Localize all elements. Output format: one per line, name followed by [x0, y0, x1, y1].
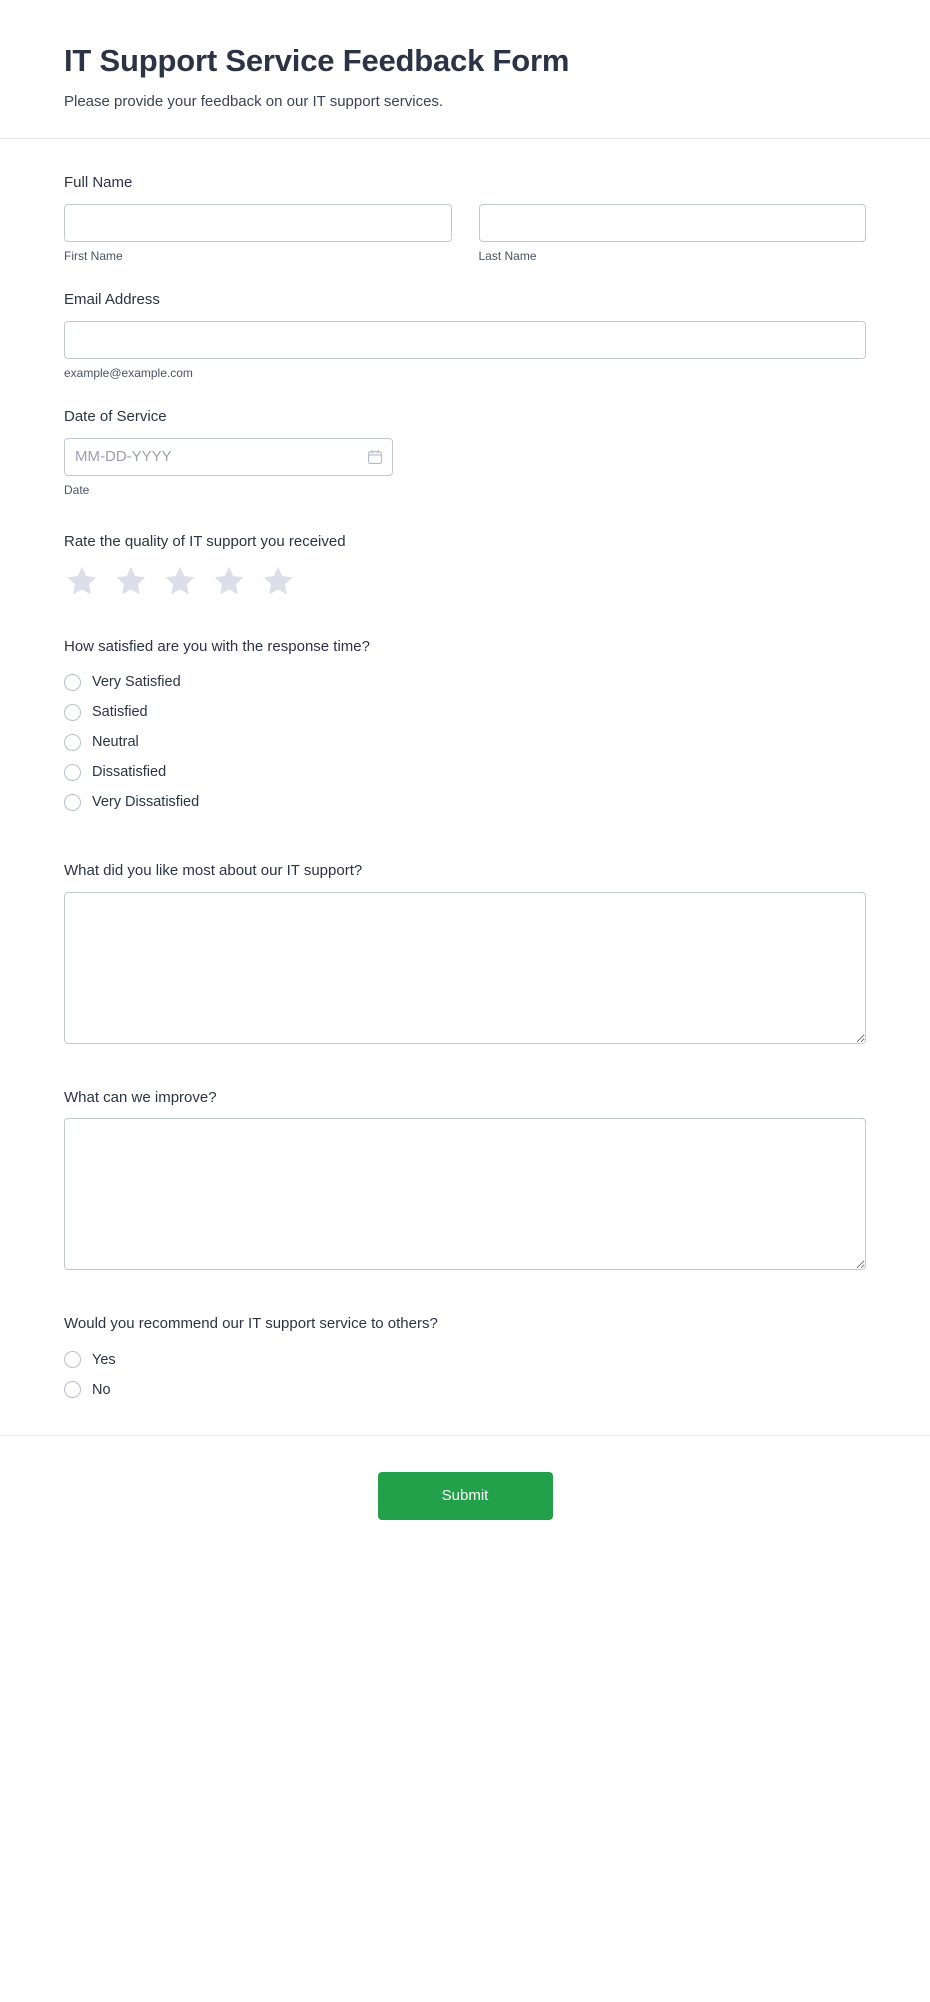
field-email: [64, 290, 866, 381]
email-input[interactable]: [64, 321, 866, 359]
first-name-column: [64, 204, 452, 265]
star-icon-5[interactable]: [260, 563, 296, 599]
field-improve: [64, 1088, 866, 1271]
improve-textarea[interactable]: [64, 1118, 866, 1270]
field-recommend: [64, 1314, 866, 1405]
date-sublabel: Date: [64, 482, 90, 497]
improve-label: What can we improve?: [64, 1088, 217, 1106]
radio-option-very-dissatisfied[interactable]: [64, 787, 866, 817]
star-icon-1[interactable]: [64, 563, 100, 599]
last-name-column: [479, 204, 867, 265]
recommend-label: Would you recommend our IT support service to others?: [64, 1315, 438, 1333]
field-rating: [64, 532, 866, 599]
full-name-label: Full Name: [64, 174, 133, 192]
liked-most-textarea[interactable]: [64, 892, 866, 1044]
radio-circle-icon[interactable]: [64, 734, 81, 751]
star-rating[interactable]: [64, 563, 866, 599]
first-name-sublabel: First Name: [64, 248, 123, 263]
field-response-time: [64, 637, 866, 818]
radio-circle-icon[interactable]: [64, 1351, 81, 1368]
radio-option-neutral[interactable]: [64, 727, 866, 757]
last-name-input[interactable]: [479, 204, 867, 242]
response-time-radio-group[interactable]: [64, 667, 866, 817]
radio-circle-icon[interactable]: [64, 794, 81, 811]
radio-label: Very Dissatisfied: [92, 794, 200, 811]
form-footer: [0, 1435, 930, 1566]
radio-label: No: [92, 1381, 111, 1398]
star-icon-4[interactable]: [211, 563, 247, 599]
radio-option-very-satisfied[interactable]: [64, 667, 866, 697]
radio-label: Neutral: [92, 734, 139, 751]
radio-circle-icon[interactable]: [64, 704, 81, 721]
date-label: Date of Service: [64, 408, 167, 426]
page-subtitle: Please provide your feedback on our IT support services.: [64, 93, 444, 111]
star-icon-3[interactable]: [162, 563, 198, 599]
star-icon-2[interactable]: [113, 563, 149, 599]
first-name-input[interactable]: [64, 204, 452, 242]
radio-option-satisfied[interactable]: [64, 697, 866, 727]
date-input[interactable]: [64, 438, 393, 476]
liked-most-label: What did you like most about our IT support?: [64, 862, 363, 880]
radio-option-no[interactable]: [64, 1375, 866, 1405]
field-full-name: [64, 173, 866, 264]
form-body: [0, 139, 930, 1405]
radio-circle-icon[interactable]: [64, 1381, 81, 1398]
field-liked-most: [64, 861, 866, 1044]
radio-option-yes[interactable]: [64, 1345, 866, 1375]
response-time-label: How satisfied are you with the response time?: [64, 637, 370, 655]
radio-label: Satisfied: [92, 704, 148, 721]
submit-button[interactable]: Submit: [378, 1472, 553, 1520]
form-header: [0, 0, 930, 139]
recommend-radio-group[interactable]: [64, 1345, 866, 1405]
radio-label: Dissatisfied: [92, 764, 167, 781]
radio-circle-icon[interactable]: [64, 674, 81, 691]
email-label: Email Address: [64, 291, 160, 309]
radio-label: Yes: [92, 1351, 116, 1368]
page-title: IT Support Service Feedback Form: [64, 43, 570, 78]
radio-label: Very Satisfied: [92, 674, 181, 691]
last-name-sublabel: Last Name: [478, 248, 537, 263]
date-input-wrapper: [64, 438, 393, 476]
field-date-of-service: [64, 407, 866, 498]
rating-label: Rate the quality of IT support you received: [64, 533, 346, 551]
email-sublabel: example@example.com: [64, 365, 193, 380]
radio-circle-icon[interactable]: [64, 764, 81, 781]
radio-option-dissatisfied[interactable]: [64, 757, 866, 787]
